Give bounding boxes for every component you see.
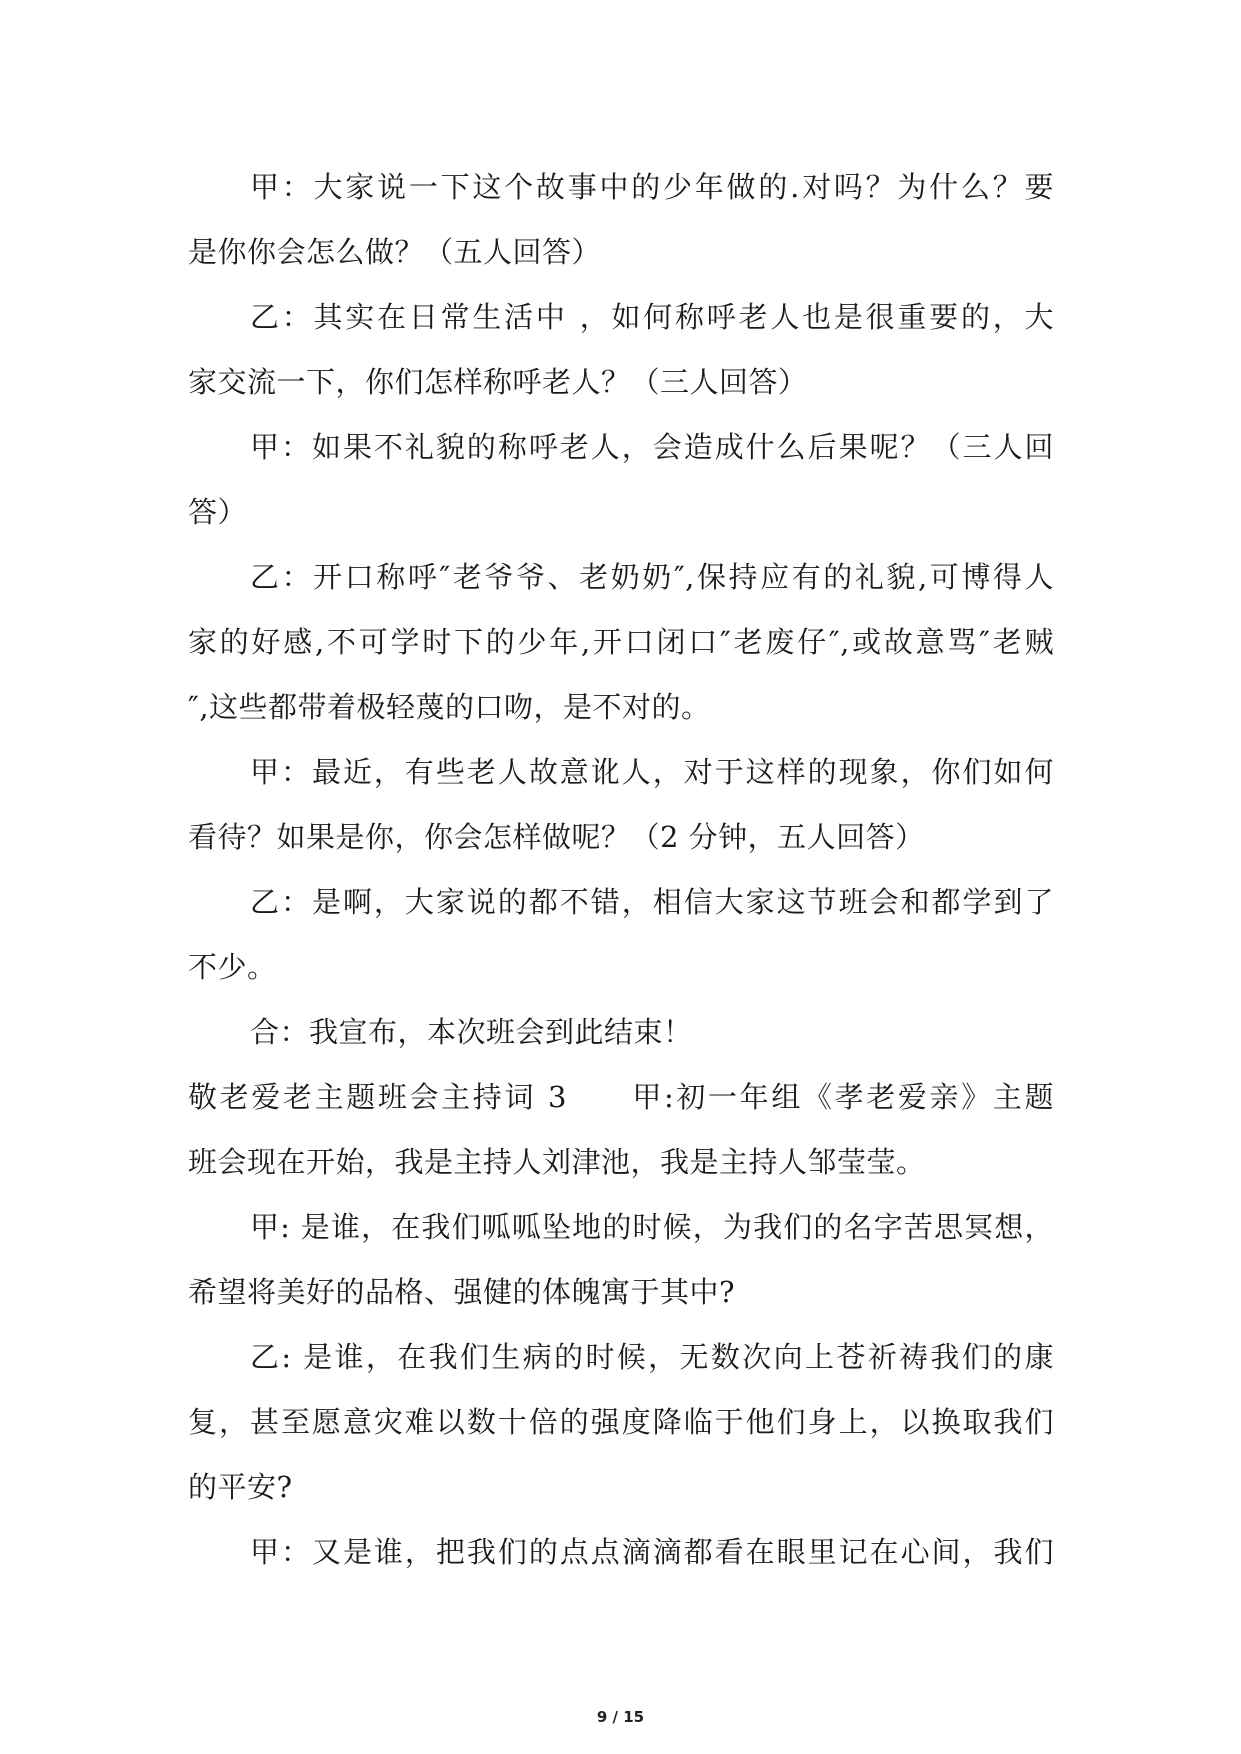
text-line: 合：我宣布，本次班会到此结束！ xyxy=(250,1015,693,1049)
document-body xyxy=(188,155,1054,1585)
text-line: 甲：大家说一下这个故事中的少年做的.对吗？为什么？要 xyxy=(250,170,1054,204)
text-line: 家交流一下，你们怎样称呼老人？（三人回答） xyxy=(188,365,808,399)
text-line: 乙：开口称呼″老爷爷、老奶奶″,保持应有的礼貌,可博得人 xyxy=(250,560,1054,594)
text-line: 复，甚至愿意灾难以数十倍的强度降临于他们身上，以换取我们 xyxy=(188,1405,1054,1439)
text-line: 不少。 xyxy=(188,950,277,984)
text-line: 乙: 是谁，在我们生病的时候，无数次向上苍祈祷我们的康 xyxy=(250,1340,1054,1374)
text-line: 甲：如果不礼貌的称呼老人，会造成什么后果呢？（三人回 xyxy=(250,430,1054,464)
page-number: 9 / 15 xyxy=(596,1708,645,1726)
text-line: 的平安? xyxy=(188,1470,293,1504)
text-line: 希望将美好的品格、强健的体魄寓于其中? xyxy=(188,1275,736,1309)
text-line: ″,这些都带着极轻蔑的口吻，是不对的。 xyxy=(188,690,711,724)
text-line: 家的好感,不可学时下的少年,开口闭口″老废仔″,或故意骂″老贼 xyxy=(188,625,1054,659)
text-line: 甲：又是谁，把我们的点点滴滴都看在眼里记在心间，我们 xyxy=(250,1535,1054,1569)
text-line: 甲: 是谁，在我们呱呱坠地的时候，为我们的名字苦思冥想， xyxy=(250,1210,1054,1244)
text-line: 敬老爱老主题班会主持词 3 甲:初一年组《孝老爱亲》主题 xyxy=(188,1080,1054,1114)
text-line: 是你你会怎么做？（五人回答） xyxy=(188,235,602,269)
text-line: 甲：最近，有些老人故意讹人，对于这样的现象，你们如何 xyxy=(250,755,1054,789)
text-line: 乙：是啊，大家说的都不错，相信大家这节班会和都学到了 xyxy=(250,885,1054,919)
text-line: 答） xyxy=(188,495,248,529)
text-line: 班会现在开始，我是主持人刘津池，我是主持人邹莹莹。 xyxy=(188,1145,926,1179)
text-line: 看待？如果是你，你会怎样做呢？（2 分钟，五人回答） xyxy=(188,820,925,854)
text-line: 乙：其实在日常生活中 ，如何称呼老人也是很重要的，大 xyxy=(250,300,1054,334)
